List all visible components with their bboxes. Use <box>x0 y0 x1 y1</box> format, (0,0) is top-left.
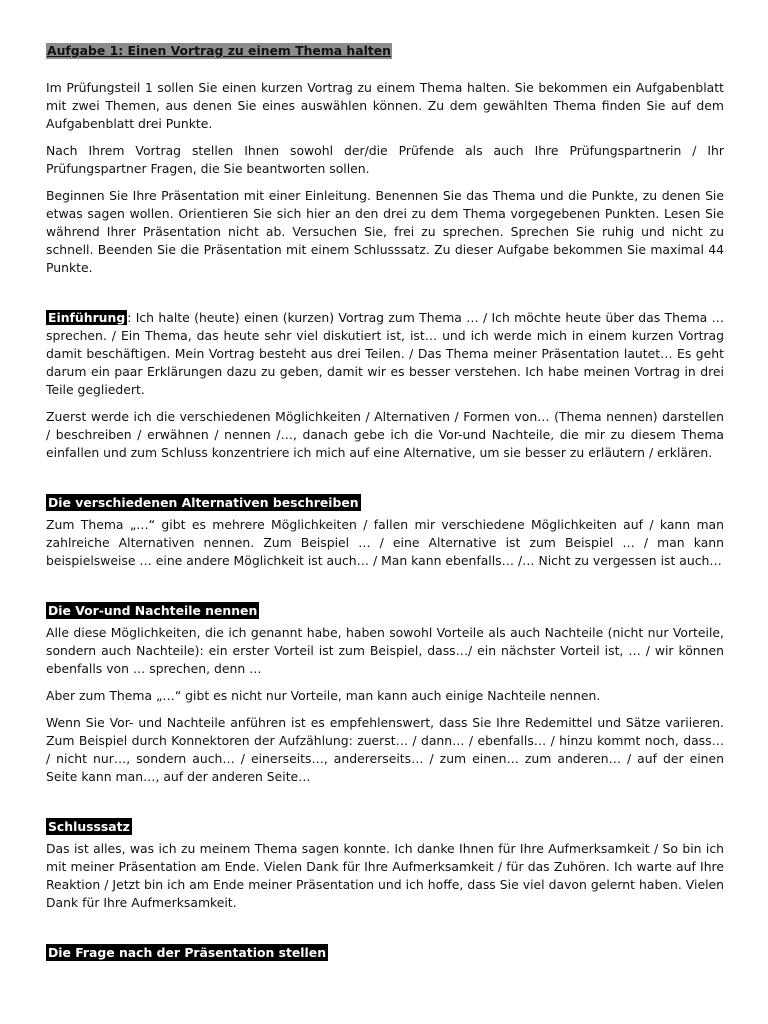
alternatives-heading: Die verschiedenen Alternativen beschreiben <box>48 495 359 510</box>
task-paragraph-2: Nach Ihrem Vortrag stellen Ihnen sowohl der/die Prüfende als auch Ihre Prüfungspartnerin / Ihr Prüfungspartner Fragen, die Sie beantworten sollen. <box>46 143 724 176</box>
procon-paragraph-3: Wenn Sie Vor- und Nachteile anführen ist es empfehlenswert, dass Sie Ihre Redemittel und Sätze variieren. Zum Beispiel durch Konnektoren der Aufzählung: zuerst… / dann… / ebenfalls… / hinzu kommt noch, dass… / nicht nur…, sondern auch… / einerseits…, andererseits… / zum einen… zum anderen… / auf der einen Seite kann man…, auf der anderen Seite… <box>46 715 724 784</box>
task-paragraph-3: Beginnen Sie Ihre Präsentation mit einer Einleitung. Benennen Sie das Thema und die Punkte, zu denen Sie etwas sagen wollen. Orientieren Sie sich hier an den drei zu dem Thema vorgegebenen Punkten. Lesen Sie während Ihrer Präsentation nicht ab. Versuchen Sie, frei zu sprechen. Sprechen Sie ruhig und nicht zu schnell. Beenden Sie die Präsentation mit einem Schlusssatz. Zu dieser Aufgabe bekommen Sie maximal 44 Punkte. <box>46 188 724 275</box>
task-heading: Aufgabe 1: Einen Vortrag zu einem Thema halten <box>47 43 391 58</box>
questions-heading: Die Frage nach der Präsentation stellen <box>48 945 327 960</box>
intro-paragraph <box>46 309 724 399</box>
procon-heading: Die Vor-und Nachteile nennen <box>48 603 258 618</box>
procon-paragraph-1: Alle diese Möglichkeiten, die ich genannt habe, haben sowohl Vorteile als auch Nachteile (nicht nur Vorteile, sondern auch Nachteile): ein erster Vorteil ist zum Beispiel, dass…/ ein nächster Vorteil ist, … / wir können ebenfalls von … sprechen, denn … <box>46 625 724 676</box>
document-page <box>46 40 724 966</box>
closing-heading: Schlusssatz <box>48 819 130 834</box>
intro-paragraph-2: Zuerst werde ich die verschiedenen Möglichkeiten / Alternativen / Formen von… (Thema nennen) darstellen / beschreiben / erwähnen / nennen /…, danach gebe ich die Vor-und Nachteile, die mir zu diesem Thema einfallen und zum Schluss konzentriere ich mich auf eine Alternative, um sie besser zu erläutern / erklären. <box>46 409 724 460</box>
closing-paragraph: Das ist alles, was ich zu meinem Thema sagen konnte. Ich danke Ihnen für Ihre Aufmerksamkeit / So bin ich mit meiner Präsentation am Ende. Vielen Dank für Ihre Aufmerksamkeit / für das Zuhören. Ich warte auf Ihre Reaktion / Jetzt bin ich am Ende meiner Präsentation und ich hoffe, dass Sie viel davon gelernt haben. Vielen Dank für Ihre Aufmerksamkeit. <box>46 841 724 910</box>
alternatives-paragraph: Zum Thema „…“ gibt es mehrere Möglichkeiten / fallen mir verschiedene Möglichkeiten auf / kann man zahlreiche Alternativen nennen. Zum Beispiel … / eine Alternative ist zum Beispiel … / man kann beispielsweise … eine andere Möglichkeit ist auch… / Man kann ebenfalls… /… Nicht zu vergessen ist auch… <box>46 517 724 568</box>
intro-text: : Ich halte (heute) einen (kurzen) Vortrag zum Thema … / Ich möchte heute über das Thema … sprechen. / Ein Thema, das heute sehr viel diskutiert ist, ist… und ich werde mich in einem kurzen Vortrag damit beschäftigen. Mein Vortrag besteht aus drei Teilen. / Das Thema meiner Präsentation lautet… Es geht darum ein paar Erklärungen dazu zu geben, damit wir es besser verstehen. Ich habe meinen Vortrag in drei Teile gegliedert. <box>46 310 724 397</box>
procon-section <box>46 600 724 786</box>
procon-paragraph-2: Aber zum Thema „…“ gibt es nicht nur Vorteile, man kann auch einige Nachteile nennen. <box>46 688 601 703</box>
questions-section <box>46 942 724 966</box>
task-paragraph-1: Im Prüfungsteil 1 sollen Sie einen kurzen Vortrag zu einem Thema halten. Sie bekommen ein Aufgabenblatt mit zwei Themen, aus denen Sie eines auswählen können. Zu dem gewählten Thema finden Sie auf dem Aufgabenblatt drei Punkte. <box>46 80 724 131</box>
intro-heading: Einführung <box>48 310 126 325</box>
alternatives-section <box>46 492 724 570</box>
intro-section <box>46 309 724 462</box>
closing-section <box>46 816 724 912</box>
